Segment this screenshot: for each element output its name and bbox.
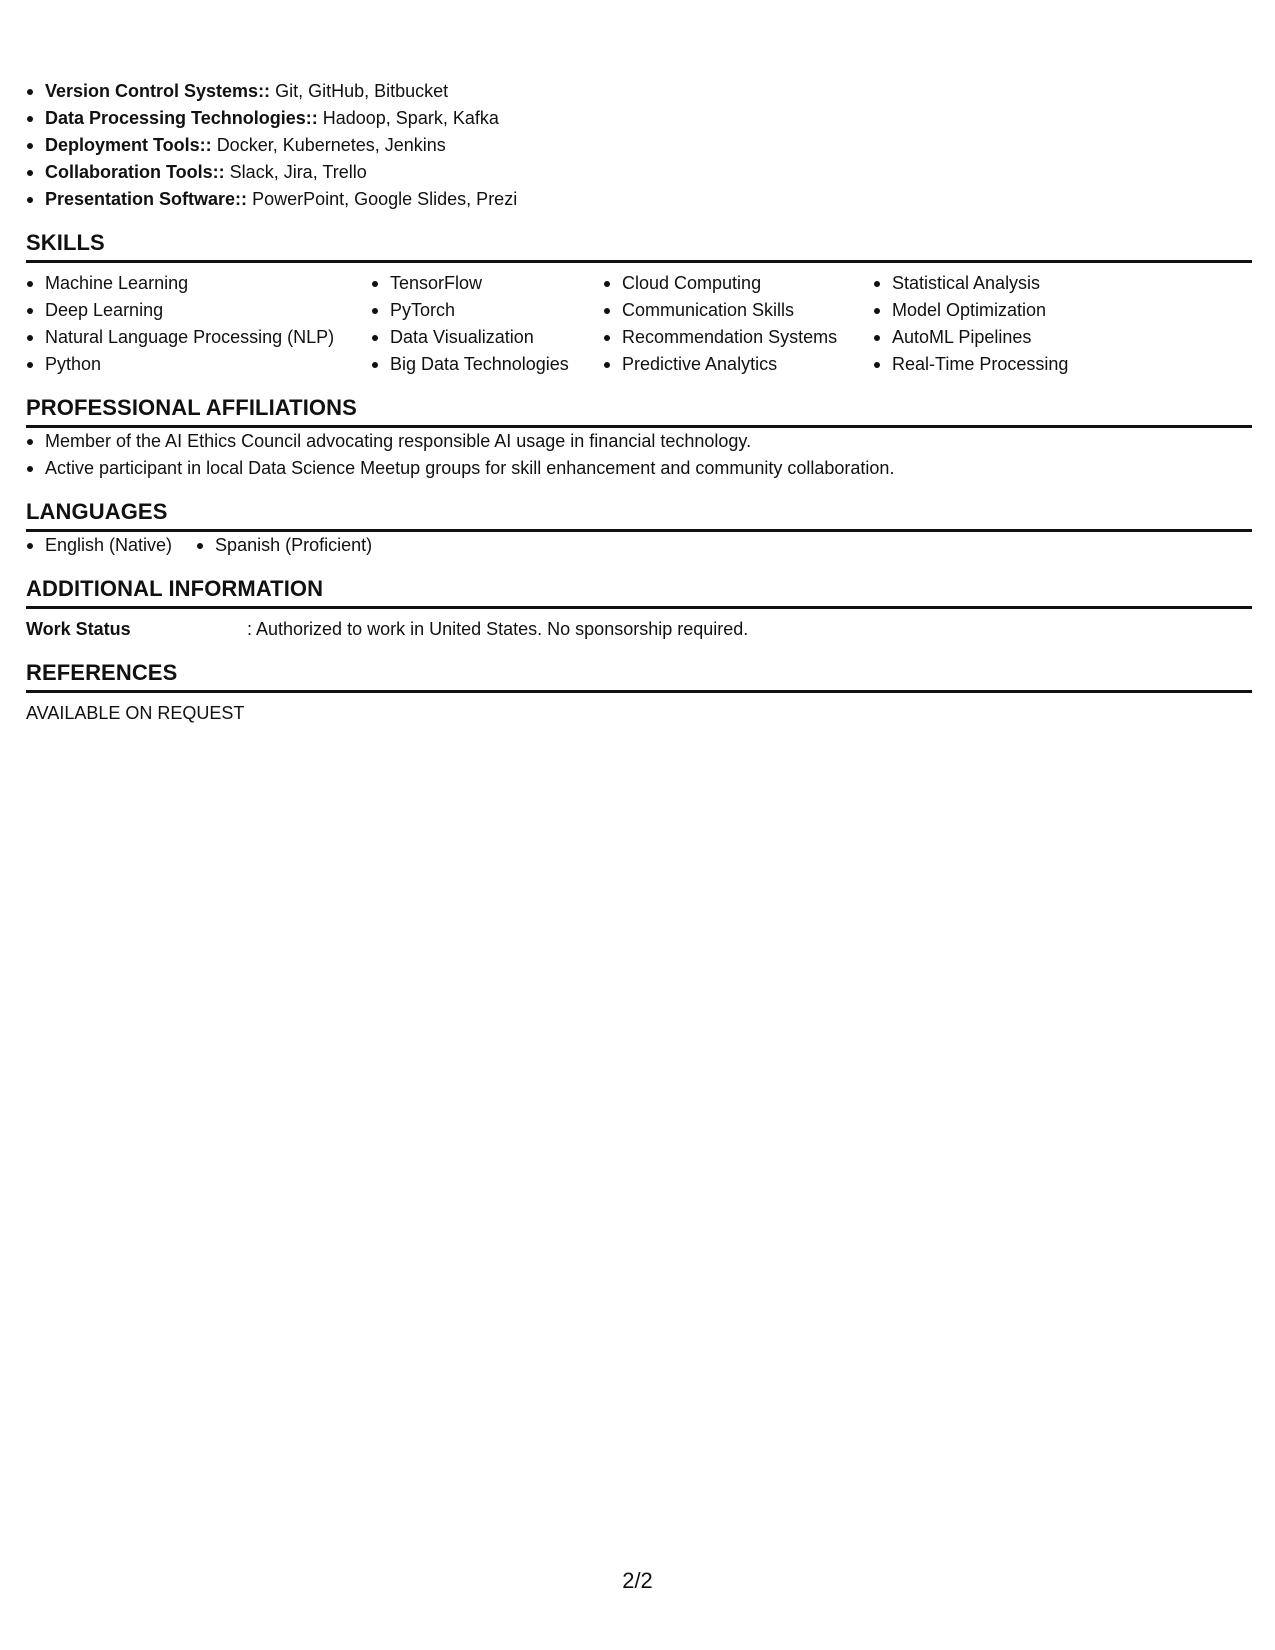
list-item [26,105,1252,132]
tool-category-label: Collaboration Tools:: [45,162,225,182]
list-item: Active participant in local Data Science Meetup groups for skill enhancement and community collaboration. [26,455,1252,482]
skills-column [873,270,1133,378]
skill-item: Real-Time Processing [873,351,1133,378]
tools-list [26,78,1252,213]
skill-item: Model Optimization [873,297,1133,324]
skills-grid [26,270,1252,378]
tool-category-value: Git, GitHub, Bitbucket [275,81,449,101]
list-item [26,159,1252,186]
section-title: REFERENCES [26,660,1252,693]
skill-item: Deep Learning [26,297,371,324]
skill-item: PyTorch [371,297,603,324]
skill-item: Communication Skills [603,297,873,324]
skill-item: TensorFlow [371,270,603,297]
list-item [26,78,1252,105]
skills-section [26,230,1252,378]
tool-category-value: Hadoop, Spark, Kafka [322,108,499,128]
skill-item: AutoML Pipelines [873,324,1133,351]
tool-category-label: Version Control Systems:: [45,81,271,101]
skill-item: Statistical Analysis [873,270,1133,297]
references-section [26,660,1252,727]
tool-category-label: Presentation Software:: [45,189,248,209]
additional-info-section [26,576,1252,643]
section-title: LANGUAGES [26,499,1252,532]
language-item: Spanish (Proficient) [196,532,372,559]
skill-item: Predictive Analytics [603,351,873,378]
affiliations-list [26,428,1252,482]
languages-section [26,499,1252,559]
skill-item: Data Visualization [371,324,603,351]
languages-list [26,532,1252,559]
affiliations-section [26,395,1252,482]
list-item [26,186,1252,213]
tool-category-label: Data Processing Technologies:: [45,108,318,128]
list-item: Member of the AI Ethics Council advocating responsible AI usage in financial technology. [26,428,1252,455]
language-item: English (Native) [26,532,172,559]
skill-item: Python [26,351,371,378]
work-status-label: Work Status [26,619,131,639]
references-text: AVAILABLE ON REQUEST [26,703,245,723]
skill-item: Recommendation Systems [603,324,873,351]
skill-item: Big Data Technologies [371,351,603,378]
tool-category-label: Deployment Tools:: [45,135,212,155]
skill-item: Machine Learning [26,270,371,297]
tool-category-value: Slack, Jira, Trello [229,162,367,182]
section-title: ADDITIONAL INFORMATION [26,576,1252,609]
tool-category-value: Docker, Kubernetes, Jenkins [216,135,446,155]
skill-item: Cloud Computing [603,270,873,297]
list-item [26,132,1252,159]
section-title: SKILLS [26,230,1252,263]
skills-column [26,270,371,378]
tool-category-value: PowerPoint, Google Slides, Prezi [252,189,518,209]
page-number: 2/2 [622,1568,653,1593]
skill-item: Natural Language Processing (NLP) [26,324,371,351]
skills-column [371,270,603,378]
section-title: PROFESSIONAL AFFILIATIONS [26,395,1252,428]
resume-page-2 [26,78,1252,727]
work-status-value: : Authorized to work in United States. No sponsorship required. [247,619,749,639]
work-status-row [26,616,1252,643]
skills-column [603,270,873,378]
